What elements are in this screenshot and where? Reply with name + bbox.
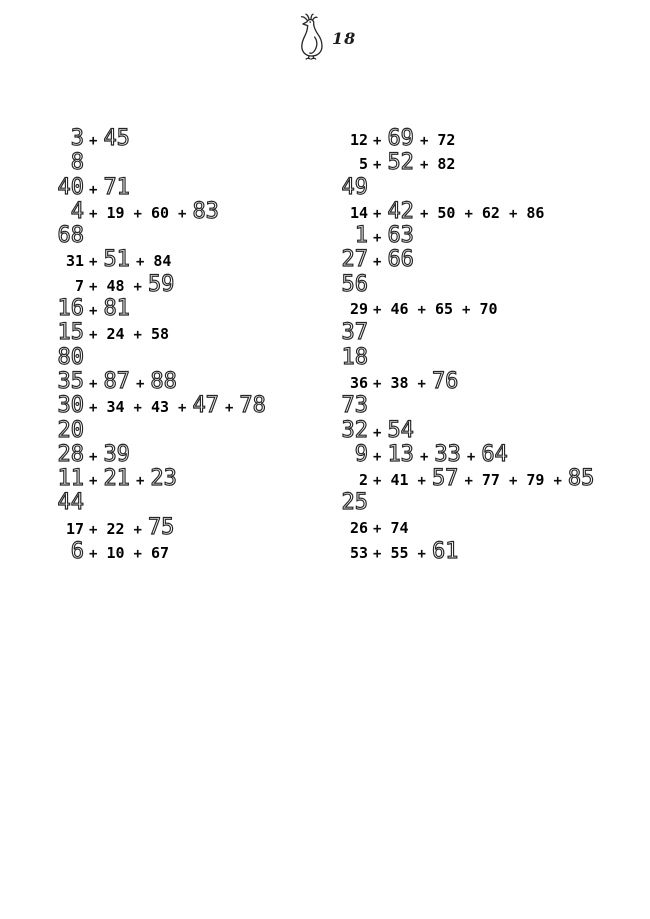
- number-bold: 31: [65, 252, 84, 271]
- number-bold: 70: [479, 300, 498, 319]
- number-outline: 11: [57, 466, 84, 492]
- number-bold: 41: [390, 471, 409, 490]
- number-bold: 67: [150, 544, 169, 563]
- plus-sign: +: [417, 546, 426, 563]
- plus-sign: +: [133, 521, 142, 538]
- number-line: [56, 224, 267, 248]
- plus-sign: +: [89, 181, 98, 198]
- plus-sign: +: [553, 473, 562, 490]
- number-outline: 39: [103, 441, 130, 467]
- number-bold: 86: [526, 203, 545, 222]
- number-outline: 4: [70, 198, 84, 224]
- number-outline: 21: [103, 466, 130, 492]
- column-left: [56, 127, 267, 564]
- number-outline: 3: [70, 126, 84, 151]
- number-bold: 55: [390, 544, 409, 563]
- number-bold: 26: [349, 518, 368, 537]
- number-outline: 45: [103, 126, 130, 151]
- number-line: [56, 176, 267, 200]
- number-outline: 59: [147, 271, 175, 297]
- plus-sign: +: [373, 546, 382, 563]
- number-outline: 23: [150, 466, 177, 492]
- number-line: [340, 321, 595, 345]
- number-line: [340, 516, 595, 540]
- plus-sign: +: [178, 205, 187, 222]
- number-bold: 34: [106, 398, 125, 417]
- number-outline: 8: [70, 150, 84, 176]
- number-line: [56, 491, 267, 515]
- plus-sign: +: [373, 302, 382, 319]
- number-bold: 46: [390, 300, 409, 319]
- plus-sign: +: [89, 327, 98, 344]
- number-outline: 54: [387, 417, 414, 443]
- number-bold: 82: [437, 155, 456, 174]
- number-outline: 16: [57, 296, 84, 322]
- number-outline: 51: [103, 247, 130, 273]
- number-outline: 87: [103, 368, 130, 394]
- plus-sign: +: [373, 448, 382, 465]
- number-outline: 32: [341, 417, 368, 443]
- plus-sign: +: [89, 473, 98, 490]
- number-outline: 78: [239, 393, 266, 419]
- number-bold: 74: [390, 518, 409, 537]
- plus-sign: +: [89, 521, 98, 538]
- number-outline: 75: [147, 514, 175, 540]
- number-bold: 14: [349, 203, 368, 222]
- column-right: [340, 127, 595, 564]
- plus-sign: +: [466, 448, 476, 465]
- plus-sign: +: [373, 424, 382, 441]
- number-outline: 56: [341, 271, 368, 297]
- number-bold: 77: [481, 471, 500, 490]
- number-outline: 6: [70, 539, 84, 565]
- number-line: [56, 370, 267, 394]
- number-outline: 9: [354, 441, 368, 467]
- number-bold: 48: [106, 276, 125, 295]
- plus-sign: +: [89, 546, 98, 563]
- number-bold: 84: [153, 252, 172, 271]
- number-outline: 13: [387, 441, 414, 467]
- plus-sign: +: [419, 157, 429, 174]
- number-line: [340, 467, 595, 491]
- number-line: [340, 540, 595, 564]
- number-bold: 5: [358, 155, 368, 174]
- number-line: [56, 346, 267, 370]
- number-outline: 44: [57, 490, 84, 516]
- plus-sign: +: [373, 473, 382, 490]
- number-line: [56, 321, 267, 345]
- number-bold: 7: [74, 276, 84, 295]
- number-outline: 85: [567, 466, 595, 492]
- plus-sign: +: [89, 205, 98, 222]
- number-outline: 15: [57, 320, 84, 346]
- plus-sign: +: [417, 302, 426, 319]
- number-line: [340, 200, 595, 224]
- number-bold: 38: [390, 373, 409, 392]
- page-number: 18: [332, 29, 357, 48]
- number-outline: 47: [192, 393, 219, 419]
- number-outline: 83: [192, 198, 219, 224]
- number-line: [56, 297, 267, 321]
- plus-sign: +: [373, 205, 382, 222]
- number-bold: 19: [106, 203, 125, 222]
- number-line: [340, 297, 595, 321]
- number-outline: 73: [341, 393, 368, 419]
- number-line: [56, 200, 267, 224]
- plus-sign: +: [89, 448, 98, 465]
- number-bold: 43: [150, 398, 169, 417]
- number-bold: 62: [481, 203, 500, 222]
- number-bold: 29: [349, 300, 368, 319]
- number-bold: 2: [358, 471, 368, 490]
- number-bold: 72: [437, 131, 456, 149]
- number-line: [340, 491, 595, 515]
- number-bold: 60: [150, 203, 169, 222]
- number-bold: 58: [150, 325, 169, 344]
- plus-sign: +: [89, 254, 98, 271]
- number-outline: 35: [57, 368, 84, 394]
- number-line: [56, 516, 267, 540]
- plus-sign: +: [508, 205, 518, 222]
- plus-sign: +: [462, 302, 471, 319]
- plus-sign: +: [508, 473, 518, 490]
- number-outline: 69: [387, 126, 414, 151]
- plus-sign: +: [419, 133, 429, 149]
- number-line: [340, 248, 595, 272]
- number-outline: 20: [57, 417, 84, 443]
- number-line: [56, 443, 267, 467]
- number-outline: 25: [341, 490, 368, 516]
- number-outline: 37: [341, 320, 368, 346]
- number-outline: 61: [431, 539, 459, 565]
- number-line: [340, 127, 595, 151]
- plus-sign: +: [89, 278, 98, 295]
- number-outline: 42: [387, 198, 414, 224]
- number-line: [340, 394, 595, 418]
- page-header: [0, 0, 650, 70]
- number-outline: 71: [103, 174, 130, 200]
- number-bold: 50: [437, 203, 456, 222]
- number-line: [340, 370, 595, 394]
- number-line: [56, 273, 267, 297]
- number-line: [340, 176, 595, 200]
- plus-sign: +: [373, 254, 382, 271]
- number-bold: 17: [65, 519, 84, 538]
- number-line: [56, 394, 267, 418]
- number-outline: 80: [57, 344, 84, 370]
- plus-sign: +: [135, 375, 145, 392]
- number-outline: 88: [150, 368, 177, 394]
- number-outline: 33: [434, 441, 461, 467]
- number-line: [340, 151, 595, 175]
- number-line: [340, 224, 595, 248]
- plus-sign: +: [89, 133, 98, 149]
- number-outline: 64: [481, 441, 508, 467]
- plus-sign: +: [417, 473, 426, 490]
- number-line: [56, 540, 267, 564]
- plus-sign: +: [417, 375, 426, 392]
- number-bold: 53: [349, 544, 368, 563]
- number-bold: 24: [106, 325, 125, 344]
- plus-sign: +: [373, 133, 382, 149]
- plus-sign: +: [89, 375, 98, 392]
- number-outline: 66: [387, 247, 414, 273]
- number-bold: 22: [106, 519, 125, 538]
- number-line: [56, 127, 267, 151]
- plus-sign: +: [133, 278, 142, 295]
- plus-sign: +: [419, 448, 429, 465]
- plus-sign: +: [373, 157, 382, 174]
- number-outline: 18: [341, 344, 368, 370]
- plus-sign: +: [133, 546, 142, 563]
- number-outline: 28: [57, 441, 84, 467]
- number-line: [340, 273, 595, 297]
- goose-icon: [296, 13, 326, 60]
- number-bold: 79: [526, 471, 545, 490]
- number-outline: 40: [57, 174, 84, 200]
- plus-sign: +: [224, 400, 234, 417]
- plus-sign: +: [135, 254, 145, 271]
- number-outline: 30: [57, 393, 84, 419]
- plus-sign: +: [89, 400, 98, 417]
- plus-sign: +: [133, 327, 142, 344]
- plus-sign: +: [89, 303, 98, 320]
- plus-sign: +: [135, 473, 145, 490]
- number-line: [340, 346, 595, 370]
- plus-sign: +: [133, 205, 142, 222]
- number-outline: 57: [431, 466, 459, 492]
- number-outline: 68: [57, 223, 84, 249]
- number-outline: 76: [431, 368, 459, 394]
- number-outline: 52: [387, 150, 414, 176]
- plus-sign: +: [373, 230, 382, 247]
- number-line: [56, 248, 267, 272]
- number-outline: 27: [341, 247, 368, 273]
- number-line: [56, 467, 267, 491]
- plus-sign: +: [419, 205, 429, 222]
- plus-sign: +: [373, 520, 382, 537]
- number-outline: 63: [387, 223, 414, 249]
- number-bold: 12: [349, 131, 368, 149]
- plus-sign: +: [133, 400, 142, 417]
- number-line: [56, 419, 267, 443]
- plus-sign: +: [464, 205, 473, 222]
- number-line: [56, 151, 267, 175]
- number-outline: 49: [341, 174, 368, 200]
- number-outline: 81: [103, 296, 130, 322]
- number-outline: 1: [354, 223, 368, 249]
- number-bold: 10: [106, 544, 125, 563]
- number-bold: 65: [434, 300, 453, 319]
- number-line: [340, 443, 595, 467]
- plus-sign: +: [464, 473, 473, 490]
- plus-sign: +: [373, 375, 382, 392]
- number-bold: 36: [349, 373, 368, 392]
- number-line: [340, 419, 595, 443]
- plus-sign: +: [178, 400, 187, 417]
